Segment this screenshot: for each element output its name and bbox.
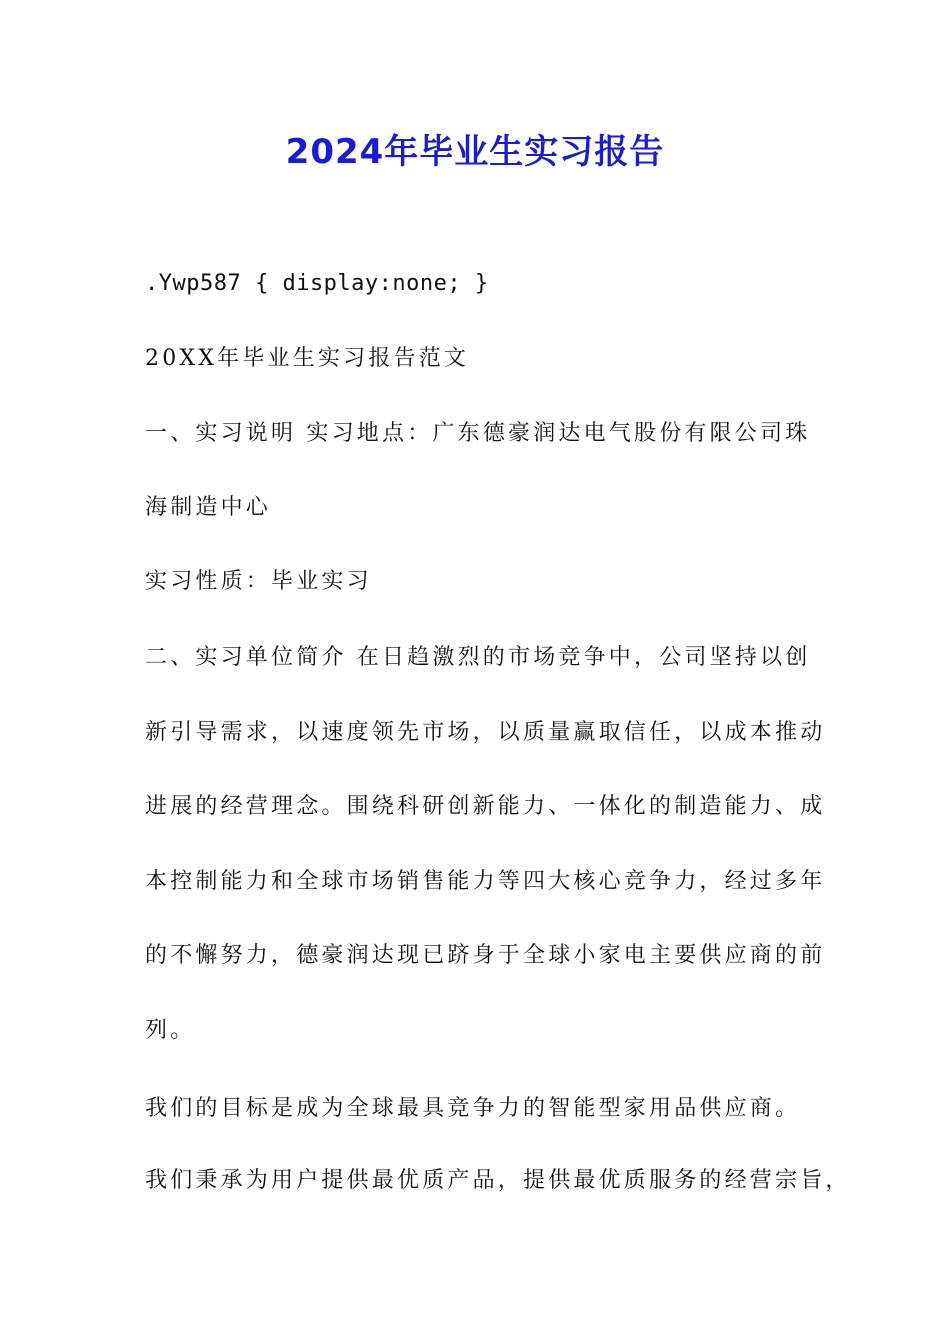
- text-line-purpose: 我们秉承为用户提供最优质产品，提供最优质服务的经营宗旨，: [145, 1168, 851, 1193]
- text-line-subtitle: 20XX年毕业生实习报告范文: [145, 346, 470, 371]
- text-line: 海制造中心: [145, 495, 272, 520]
- text-line: 进展的经营理念。围绕科研创新能力、一体化的制造能力、成: [145, 794, 826, 819]
- text-line: 本控制能力和全球市场销售能力等四大核心竞争力，经过多年: [145, 869, 826, 894]
- text-line-goal: 我们的目标是成为全球最具竞争力的智能型家用品供应商。: [145, 1096, 801, 1121]
- text-line: 的不懈努力，德豪润达现已跻身于全球小家电主要供应商的前: [145, 943, 826, 968]
- text-line-section-2: 二、实习单位简介 在日趋激烈的市场竞争中，公司坚持以创: [145, 645, 811, 670]
- text-line-internship-nature: 实习性质：毕业实习: [145, 569, 372, 594]
- document-title: 2024年毕业生实习报告: [285, 132, 665, 172]
- text-line: 列。: [145, 1018, 196, 1043]
- text-line-css: .Ywp587 { display:none; }: [145, 271, 489, 296]
- text-line: 新引导需求，以速度领先市场，以质量赢取信任，以成本推动: [145, 720, 826, 745]
- text-line-section-1: 一、实习说明 实习地点：广东德豪润达电气股份有限公司珠: [145, 421, 811, 446]
